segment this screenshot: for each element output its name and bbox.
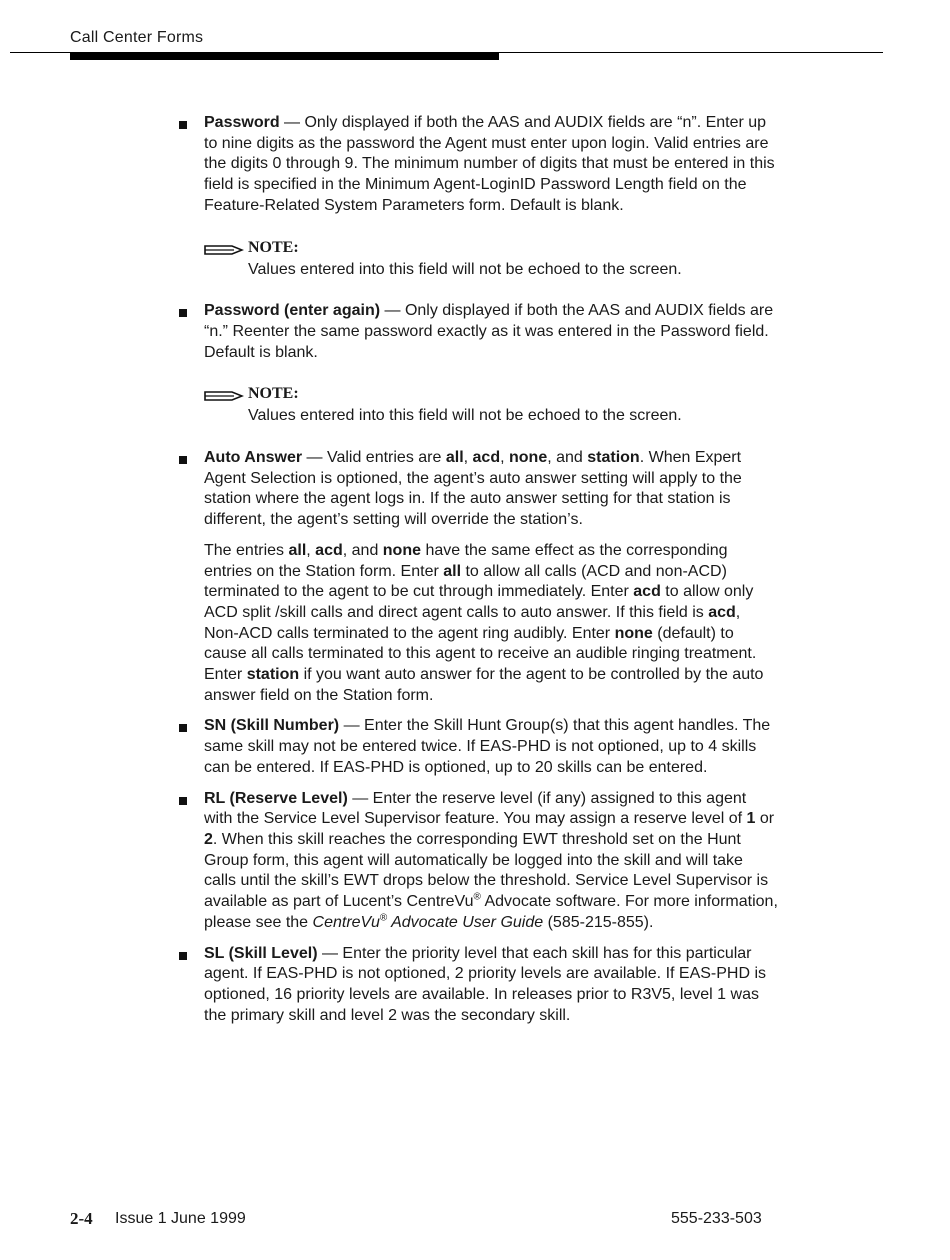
- text-run: The entries: [204, 541, 289, 559]
- value-1: 1: [746, 810, 756, 828]
- bullet-icon: [179, 952, 187, 960]
- text-run: . When Expert Agent Selection is optioned, the agent’s auto answer setting will apply to the station where the agent logs in. If the auto answer setting for that station is different, the agent’s setting will override the station’s.: [204, 449, 742, 529]
- note-block: [204, 385, 778, 427]
- note-text: Values entered into this field will not be echoed to the screen.: [248, 407, 682, 425]
- note-block: [204, 239, 778, 281]
- header-rule-thick: [70, 53, 499, 60]
- value-all: all: [445, 449, 464, 467]
- text-run: if you want auto answer for the agent to be controlled by the auto answer field on the Station form.: [204, 666, 764, 704]
- value-all: all: [443, 562, 462, 580]
- value-station: station: [246, 666, 300, 684]
- item-paragraph: [204, 944, 778, 1027]
- note-pencil-icon: [204, 243, 244, 257]
- item-term: Password: [204, 114, 280, 131]
- text-run: to allow only ACD split /skill calls and direct agent calls to auto answer. If this field is: [204, 583, 754, 621]
- list-item-reserve-level: [178, 789, 778, 934]
- item-paragraph: [204, 448, 778, 531]
- text-run: , Non-ACD calls terminated to the agent ring audibly. Enter: [204, 603, 741, 642]
- registered-mark: ®: [473, 891, 481, 903]
- text-run: or: [755, 810, 775, 828]
- text-run: , and: [547, 449, 588, 467]
- bullet-icon: [179, 456, 187, 464]
- item-term: RL (Reserve Level): [204, 789, 348, 807]
- text-run: , and: [342, 541, 383, 559]
- registered-mark: ®: [379, 912, 388, 924]
- guide-title: CentreVu: [312, 913, 380, 931]
- value-acd: acd: [472, 449, 501, 467]
- item-description: — Enter the priority level that each skill has for this particular agent. If EAS-PHD is not optioned, 2 priority levels are available. If EAS-PHD is optioned, 16 priority levels are available. In releases prior to R3V5, level 1 was the primary skill and level 2 was the secondary skill.: [204, 944, 767, 1024]
- value-acd: acd: [315, 541, 343, 559]
- item-description: — Only displayed if both the AAS and AUDIX fields are “n.” Reenter the same password exactly as it was entered in the Password field. Default is blank.: [204, 302, 774, 361]
- note-label: NOTE:: [248, 385, 299, 403]
- value-acd: acd: [633, 583, 661, 601]
- bullet-icon: [179, 121, 187, 129]
- list-item-skill-level: [178, 944, 778, 1027]
- text-run: . When this skill reaches the corresponding EWT threshold set on the Hunt Group form, this agent will automatically be logged into the skill and will take calls until the skill’s EWT drops below the threshold. Service Level Supervisor is available as part of Lucent’s CentreVu: [204, 830, 769, 911]
- item-term: SL (Skill Level): [204, 944, 318, 962]
- item-paragraph: [204, 113, 778, 217]
- text-run: — Valid entries are: [302, 449, 446, 467]
- item-paragraph: [204, 301, 778, 363]
- guide-title: Advocate User Guide: [387, 913, 544, 931]
- value-acd: acd: [708, 603, 736, 621]
- page-body: [178, 113, 778, 1026]
- value-station: station: [587, 449, 640, 467]
- text-run: ,: [463, 449, 473, 467]
- list-item-auto-answer: [178, 448, 778, 706]
- text-run: (default) to cause all calls terminated to this agent to receive an audible ringing treatment. Enter: [204, 624, 757, 684]
- list-item-skill-number: [178, 716, 778, 778]
- list-item-password-again: [178, 301, 778, 363]
- item-term: Auto Answer: [204, 449, 303, 467]
- value-none: none: [509, 449, 548, 467]
- value-2: 2: [204, 830, 213, 848]
- item-paragraph: [204, 716, 778, 778]
- text-run: ,: [500, 449, 509, 467]
- item-description: — Only displayed if both the AAS and AUDIX fields are “n”. Enter up to nine digits as the password the Agent must enter upon login. Valid entries are the digits 0 through 9. The minimum number of digits that must be entered in this field is specified in the Minimum Agent-LoginID Password Length field on the Feature-Related System Parameters form. Default is blank.: [204, 114, 775, 214]
- bullet-icon: [179, 309, 187, 317]
- text-run: (585-215-855).: [543, 913, 654, 931]
- bullet-icon: [179, 724, 187, 732]
- bullet-icon: [179, 797, 187, 805]
- item-paragraph: [204, 541, 778, 707]
- value-none: none: [382, 541, 421, 559]
- text-run: Advocate software. For more information, please see the: [204, 893, 778, 931]
- page-header-title: Call Center Forms: [70, 29, 204, 46]
- text-run: to allow all calls (ACD and non-ACD) terminated to the agent to be cut through immediately. Enter: [204, 562, 727, 601]
- text-run: — Enter the reserve level (if any) assigned to this agent with the Service Level Supervisor feature. You may assign a reserve level of: [204, 789, 747, 828]
- item-term: SN (Skill Number): [204, 717, 340, 735]
- footer-doc-number: 555-233-503: [671, 1210, 762, 1227]
- text-run: ,: [306, 541, 316, 559]
- note-pencil-icon: [204, 389, 244, 403]
- item-paragraph: [204, 789, 778, 934]
- footer-page-number: 2-4: [70, 1209, 93, 1228]
- value-all: all: [288, 541, 307, 559]
- note-text: Values entered into this field will not be echoed to the screen.: [248, 260, 682, 278]
- text-run: have the same effect as the corresponding entries on the Station form. Enter: [204, 541, 728, 580]
- item-description: — Enter the Skill Hunt Group(s) that this agent handles. The same skill may not be entered twice. If EAS-PHD is not optioned, up to 4 skills can be entered. If EAS-PHD is optioned, up to 20 skills can be entered.: [204, 717, 771, 776]
- note-label: NOTE:: [248, 238, 299, 256]
- footer-issue: Issue 1 June 1999: [115, 1210, 246, 1227]
- value-none: none: [614, 624, 653, 642]
- list-item-password: [178, 113, 778, 217]
- item-term: Password (enter again): [204, 302, 381, 320]
